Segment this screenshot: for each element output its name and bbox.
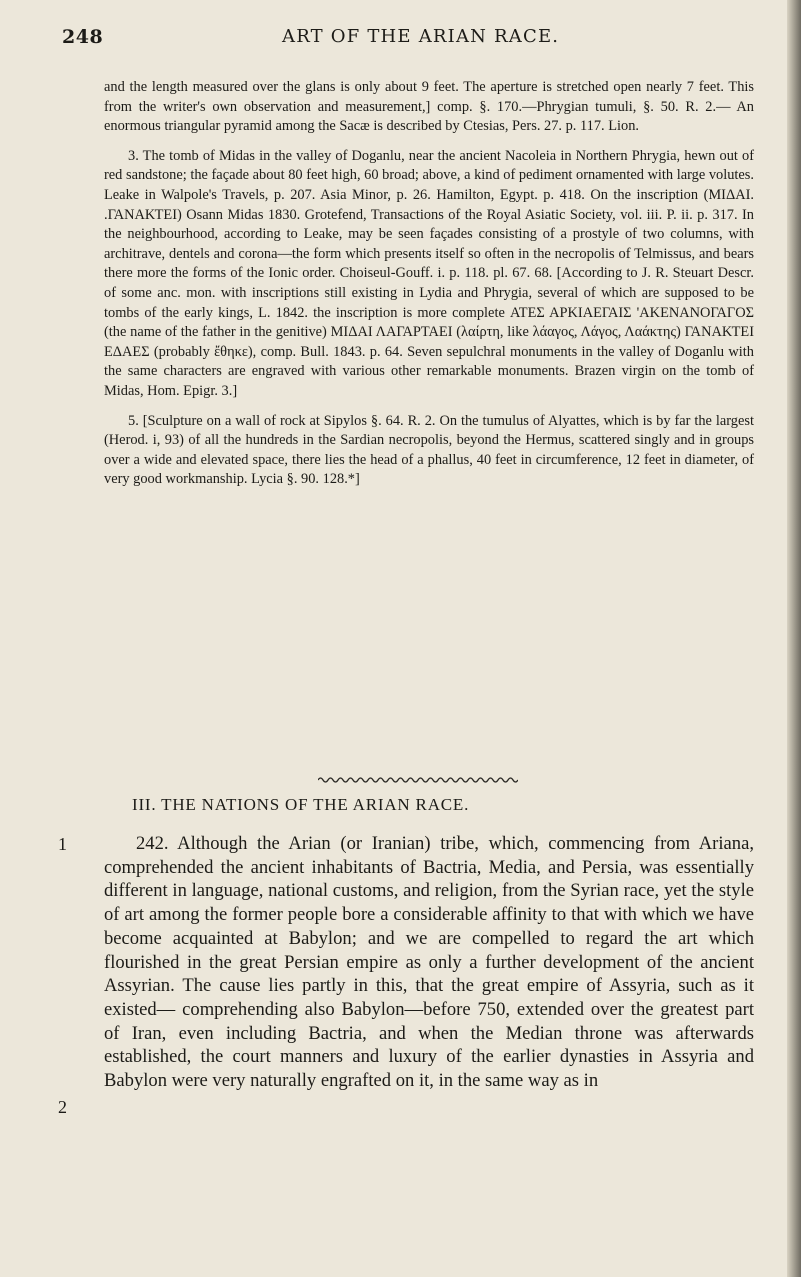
section-heading: III. THE NATIONS OF THE ARIAN RACE.: [132, 795, 470, 814]
note-paragraph: 3. The tomb of Midas in the valley of Doganlu, near the ancient Nacoleia in Northern Phrygia, hewn out of red sandstone; the façade about 80 feet high, 60 broad; above, a kind of pediment ornamented with large volutes. Leake in Walpole's Travels, p. 207. Asia Minor, p. 26. Hamilton, Egypt. p. 418. On the inscription (ΜΙΔΑΙ. .ΓΑΝΑΚΤΕΙ) Osann Midas 1830. Grotefend, Transactions of the Royal Asiatic Society, vol. iii. P. ii. p. 317. In the neighbourhood, according to Leake, may be seen façades consisting of a prostyle of two columns, with architrave, dentels and corona—the form which presents itself so often in the necropolis of Telmissus, and bears there more the forms of the Ionic order. Choiseul-Gouff. i. p. 118. pl. 67. 68. [According to J. R. Steuart Descr. of some anc. mon. with inscriptions still existing in Lydia and Phrygia, several of which are supposed to be tombs of the early kings, L. 1842. the inscription is more complete ΑΤΕΣ ΑΡΚΙΑΕΓΑΙΣ 'ΑΚΕΝΑΝΟΓΑΓΟΣ (the name of the father in the genitive) ΜΙΔΑΙ ΛΑΓΑΡΤΑΕΙ (λαίρτη, like λάαγος, Λάγος, Λαάκτης) ΓΑΝΑΚΤΕΙ ΕΔΑΕΣ (probably ἔθηκε), comp. Bull. 1843. p. 64. Seven sepulchral monuments in the valley of Doganlu with the same characters are engraved with various other remarkable monuments. Brazen virgin on the tomb of Midas, Hom. Epigr. 3.]: [104, 147, 754, 399]
page-header: [0, 26, 801, 60]
page-edge: [787, 0, 801, 1277]
body-text: [104, 832, 754, 1093]
running-title: ART OF THE ARIAN RACE.: [282, 26, 560, 47]
wavy-divider: [318, 776, 518, 784]
note-paragraph: and the length measured over the glans is only about 9 feet. The aperture is stretched open nearly 7 feet. This from the writer's own observation and measurement,] comp. §. 170.—Phrygian tumuli, §. 50. R. 2.— An enormous triangular pyramid among the Sacæ is described by Ctesias, Pers. 27. p. 117. Lion.: [104, 79, 754, 135]
footnotes-block: [104, 78, 754, 500]
note-paragraph: 5. [Sculpture on a wall of rock at Sipylos §. 64. R. 2. On the tumulus of Alyattes, which is by far the largest (Herod. i, 93) of all the hundreds in the Sardian necropolis, beyond the Hermus, scattered singly and in groups over a wide and elevated space, there lies the head of a phallus, 40 feet in circumference, 12 feet in diameter, of very good workmanship. Lycia §. 90. 128.*]: [104, 412, 754, 488]
section-paragraph: 242. Although the Arian (or Iranian) tribe, which, commencing from Ariana, comprehended the ancient inhabitants of Bactria, Media, and Persia, was essentially different in language, national customs, and religion, from the Syrian race, yet the style of art among the former people bore a considerable affinity to that with which we have become acquainted at Babylon; and we are compelled to regard the art which flourished in the great Persian empire as only a further development of the ancient Assyrian. The cause lies partly in this, that the great empire of Assyria, such as it existed— comprehending also Babylon—before 750, extended over the greatest part of Iran, even including Bactria, and when the Median throne was afterwards established, the court manners and luxury of the earlier dynasties in Assyria and Babylon were very naturally engrafted on it, in the same way as in: [104, 833, 754, 1092]
margin-line-number: 2: [58, 1097, 67, 1117]
page-number: 248: [62, 26, 104, 48]
margin-line-number: 1: [58, 834, 67, 854]
